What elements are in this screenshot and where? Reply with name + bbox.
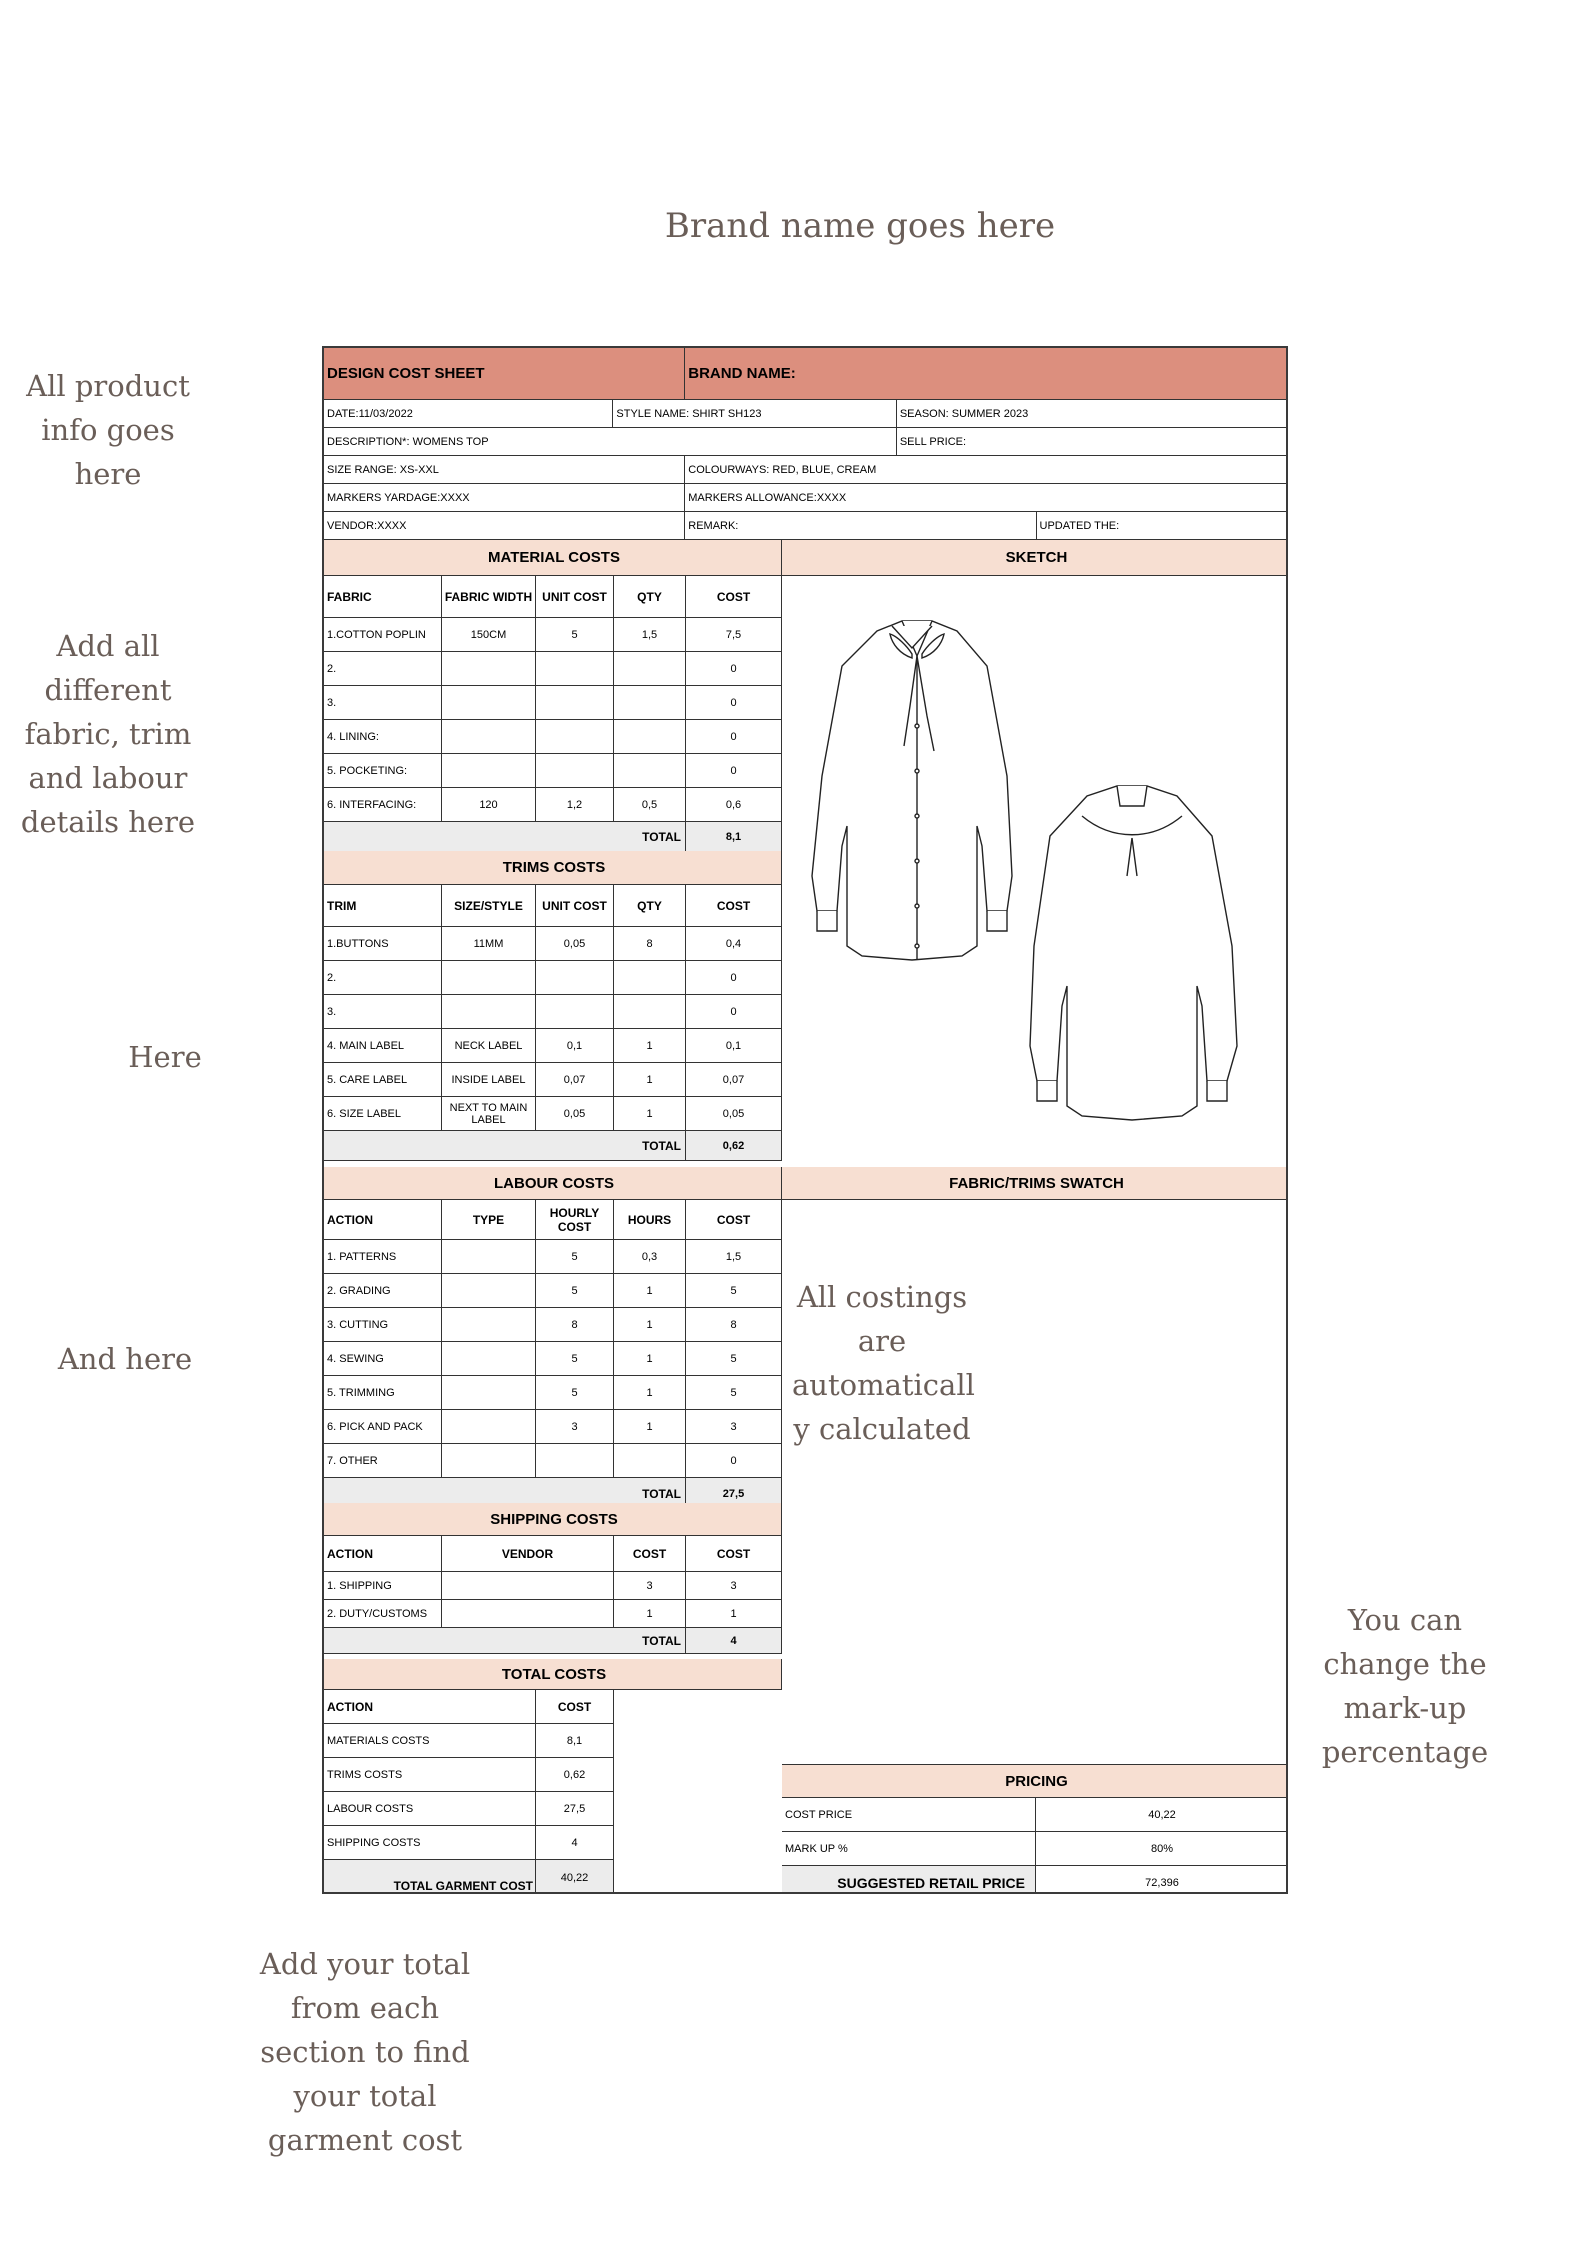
cost-sheet xyxy=(322,346,1288,1894)
trims-cell: NECK LABEL xyxy=(442,1029,536,1063)
shipping-total-row xyxy=(324,1628,782,1654)
labour-cell: 0,3 xyxy=(614,1240,686,1274)
trims-cell: 1 xyxy=(614,1063,686,1097)
brand-name-label: BRAND NAME: xyxy=(685,348,1286,400)
trims-cell: 0,07 xyxy=(686,1063,782,1097)
labour-cell: 5 xyxy=(686,1376,782,1410)
totals-cell: SHIPPING COSTS xyxy=(324,1826,536,1860)
totals-grand-row xyxy=(324,1860,782,1894)
totals-row xyxy=(324,1758,782,1792)
shipping-head-cost: COST xyxy=(614,1536,686,1572)
trims-cell: 1 xyxy=(614,1029,686,1063)
labour-cell: 5 xyxy=(686,1342,782,1376)
labour-cell: 1 xyxy=(614,1274,686,1308)
trims-cell xyxy=(442,995,536,1029)
totals-cell: 0,62 xyxy=(536,1758,614,1792)
trims-row xyxy=(324,1097,782,1131)
cost-price-value: 40,22 xyxy=(1036,1798,1288,1832)
material-head-qty: QTY xyxy=(614,576,686,618)
trims-head-trim: TRIM xyxy=(324,885,442,927)
labour-cell: 0 xyxy=(686,1444,782,1478)
sell-price-field: SELL PRICE: xyxy=(897,428,1286,456)
colourways-field: COLOURWAYS: RED, BLUE, CREAM xyxy=(685,456,1286,484)
shipping-row xyxy=(324,1572,782,1600)
note-add-details: Add all different fabric, trim and labour details here xyxy=(20,629,196,839)
labour-cell: 1,5 xyxy=(686,1240,782,1274)
description-field: DESCRIPTION*: WOMENS TOP xyxy=(324,428,897,456)
labour-row xyxy=(324,1240,782,1274)
retail-label: SUGGESTED RETAIL PRICE xyxy=(782,1866,1036,1894)
material-cell: 0,6 xyxy=(686,788,782,822)
labour-cell xyxy=(442,1308,536,1342)
material-cell xyxy=(614,720,686,754)
labour-cell: 8 xyxy=(536,1308,614,1342)
trims-cell: INSIDE LABEL xyxy=(442,1063,536,1097)
totals-row xyxy=(324,1826,782,1860)
trims-row xyxy=(324,961,782,995)
grand-total-label: TOTAL GARMENT COST xyxy=(324,1860,536,1894)
markup-label: MARK UP % xyxy=(782,1832,1036,1866)
material-cell: 1.COTTON POPLIN xyxy=(324,618,442,652)
labour-cell: 7. OTHER xyxy=(324,1444,442,1478)
totals-cell: LABOUR COSTS xyxy=(324,1792,536,1826)
trims-cell: 0,1 xyxy=(686,1029,782,1063)
date-field: DATE:11/03/2022 xyxy=(324,400,613,428)
trims-cell xyxy=(614,995,686,1029)
material-head-cost: COST xyxy=(686,576,782,618)
material-cell xyxy=(536,720,614,754)
totals-cell: 4 xyxy=(536,1826,614,1860)
trims-cell: 0,05 xyxy=(686,1097,782,1131)
material-cell: 3. xyxy=(324,686,442,720)
trims-head-size: SIZE/STYLE xyxy=(442,885,536,927)
material-cell xyxy=(614,686,686,720)
note-total: Add your total from each section to find your total garment cost xyxy=(259,1947,471,2157)
pricing-title: PRICING xyxy=(782,1764,1288,1798)
trims-cell: 0,05 xyxy=(536,1097,614,1131)
material-cell: 120 xyxy=(442,788,536,822)
labour-cell: 5. TRIMMING xyxy=(324,1376,442,1410)
shipping-total-value: 4 xyxy=(686,1628,782,1654)
sketch-area xyxy=(782,576,1288,1168)
style-name-field: STYLE NAME: SHIRT SH123 xyxy=(613,400,896,428)
material-cell: 7,5 xyxy=(686,618,782,652)
labour-cell xyxy=(442,1444,536,1478)
shipping-head-action: ACTION xyxy=(324,1536,442,1572)
labour-row xyxy=(324,1444,782,1478)
material-cell: 2. xyxy=(324,652,442,686)
trims-cell xyxy=(442,961,536,995)
material-head-fabric: FABRIC xyxy=(324,576,442,618)
material-row xyxy=(324,652,782,686)
totals-head-cost: COST xyxy=(536,1690,614,1724)
labour-cell xyxy=(536,1444,614,1478)
labour-cell: 5 xyxy=(536,1240,614,1274)
sheet-title: DESIGN COST SHEET xyxy=(324,348,685,400)
material-row xyxy=(324,754,782,788)
labour-head-hourly: HOURLY COST xyxy=(536,1200,614,1240)
material-cell: 5. POCKETING: xyxy=(324,754,442,788)
labour-row xyxy=(324,1308,782,1342)
labour-cell xyxy=(442,1410,536,1444)
totals-row xyxy=(324,1724,782,1758)
labour-row xyxy=(324,1376,782,1410)
material-cell: 0 xyxy=(686,652,782,686)
material-cell: 0 xyxy=(686,720,782,754)
note-costing: All costings are automaticall y calculated xyxy=(792,1280,975,1446)
labour-title: LABOUR COSTS xyxy=(324,1167,782,1200)
shipping-title: SHIPPING COSTS xyxy=(324,1503,782,1536)
labour-cell: 2. GRADING xyxy=(324,1274,442,1308)
material-cell: 0,5 xyxy=(614,788,686,822)
vendor-field: VENDOR:XXXX xyxy=(324,512,685,540)
labour-cell: 3 xyxy=(536,1410,614,1444)
material-cell xyxy=(614,754,686,788)
shipping-cell: 1. SHIPPING xyxy=(324,1572,442,1600)
trims-cell: 8 xyxy=(614,927,686,961)
totals-head-action: ACTION xyxy=(324,1690,536,1724)
labour-cell: 8 xyxy=(686,1308,782,1342)
brand-title: Brand name goes here xyxy=(664,206,1056,246)
material-row xyxy=(324,788,782,822)
remark-field: REMARK: xyxy=(685,512,1036,540)
labour-head-type: TYPE xyxy=(442,1200,536,1240)
material-row xyxy=(324,720,782,754)
labour-cell: 1 xyxy=(614,1376,686,1410)
labour-row xyxy=(324,1274,782,1308)
trims-cell: 6. SIZE LABEL xyxy=(324,1097,442,1131)
labour-row xyxy=(324,1342,782,1376)
shipping-cell: 3 xyxy=(686,1572,782,1600)
totals-cell: MATERIALS COSTS xyxy=(324,1724,536,1758)
totals-cell: 8,1 xyxy=(536,1724,614,1758)
material-cell xyxy=(536,652,614,686)
labour-head-hours: HOURS xyxy=(614,1200,686,1240)
labour-cell: 1 xyxy=(614,1410,686,1444)
trims-cell: 1.BUTTONS xyxy=(324,927,442,961)
material-head-width: FABRIC WIDTH xyxy=(442,576,536,618)
material-head-unit: UNIT COST xyxy=(536,576,614,618)
labour-cell: 3. CUTTING xyxy=(324,1308,442,1342)
material-row xyxy=(324,686,782,720)
labour-head-action: ACTION xyxy=(324,1200,442,1240)
labour-cell: 3 xyxy=(686,1410,782,1444)
labour-cell: 6. PICK AND PACK xyxy=(324,1410,442,1444)
swatch-area xyxy=(782,1200,1288,1764)
material-total-row xyxy=(324,822,782,852)
labour-cell: 5 xyxy=(536,1274,614,1308)
markers-allowance-field: MARKERS ALLOWANCE:XXXX xyxy=(685,484,1286,512)
trims-row xyxy=(324,995,782,1029)
trims-row xyxy=(324,1063,782,1097)
trims-head-cost: COST xyxy=(686,885,782,927)
material-cell: 150CM xyxy=(442,618,536,652)
season-field: SEASON: SUMMER 2023 xyxy=(897,400,1286,428)
material-cell: 5 xyxy=(536,618,614,652)
note-product-info: All product info goes here xyxy=(26,369,190,491)
markup-value[interactable]: 80% xyxy=(1036,1832,1288,1866)
retail-value: 72,396 xyxy=(1036,1866,1288,1894)
material-cell: 6. INTERFACING: xyxy=(324,788,442,822)
labour-cell xyxy=(442,1342,536,1376)
material-total-value: 8,1 xyxy=(686,822,782,852)
labour-cell xyxy=(442,1240,536,1274)
labour-cell: 1 xyxy=(614,1308,686,1342)
swatch-title: FABRIC/TRIMS SWATCH xyxy=(782,1167,1288,1200)
labour-total-label: TOTAL xyxy=(324,1478,686,1510)
shipping-head-cost2: COST xyxy=(686,1536,782,1572)
material-cell: 0 xyxy=(686,686,782,720)
labour-head-cost: COST xyxy=(686,1200,782,1240)
material-cell xyxy=(442,686,536,720)
material-total-label: TOTAL xyxy=(324,822,686,852)
trims-cell: 0,4 xyxy=(686,927,782,961)
trims-cell: 2. xyxy=(324,961,442,995)
material-cell: 0 xyxy=(686,754,782,788)
note-markup: You can change the mark-up percentage xyxy=(1321,1603,1489,1769)
labour-cell xyxy=(442,1274,536,1308)
note-here: Here xyxy=(128,1040,202,1074)
material-title: MATERIAL COSTS xyxy=(324,540,782,576)
labour-cell: 1 xyxy=(614,1342,686,1376)
labour-cell xyxy=(442,1376,536,1410)
trims-row xyxy=(324,1029,782,1063)
shipping-cell xyxy=(442,1600,614,1628)
labour-cell: 5 xyxy=(536,1376,614,1410)
labour-cell: 5 xyxy=(686,1274,782,1308)
trims-cell: 0,07 xyxy=(536,1063,614,1097)
trims-cell: 0,1 xyxy=(536,1029,614,1063)
trims-cell: 1 xyxy=(614,1097,686,1131)
trims-cell xyxy=(536,995,614,1029)
labour-cell: 4. SEWING xyxy=(324,1342,442,1376)
trims-cell: 3. xyxy=(324,995,442,1029)
totals-cell: TRIMS COSTS xyxy=(324,1758,536,1792)
trims-cell: 0 xyxy=(686,995,782,1029)
labour-cell: 5 xyxy=(536,1342,614,1376)
trims-cell: 0 xyxy=(686,961,782,995)
material-cell xyxy=(442,720,536,754)
trims-head-qty: QTY xyxy=(614,885,686,927)
trims-total-value: 0,62 xyxy=(686,1131,782,1161)
material-cell: 1,5 xyxy=(614,618,686,652)
markers-yardage-field: MARKERS YARDAGE:XXXX xyxy=(324,484,685,512)
trims-cell: 4. MAIN LABEL xyxy=(324,1029,442,1063)
shipping-row xyxy=(324,1600,782,1628)
trims-head-unit: UNIT COST xyxy=(536,885,614,927)
shipping-head-vendor: VENDOR xyxy=(442,1536,614,1572)
shipping-cell: 1 xyxy=(686,1600,782,1628)
trims-cell: 5. CARE LABEL xyxy=(324,1063,442,1097)
cost-price-label: COST PRICE xyxy=(782,1798,1036,1832)
trims-total-row xyxy=(324,1131,782,1161)
shipping-cell: 2. DUTY/CUSTOMS xyxy=(324,1600,442,1628)
shipping-cell xyxy=(442,1572,614,1600)
material-cell xyxy=(536,754,614,788)
material-cell xyxy=(614,652,686,686)
trims-cell xyxy=(536,961,614,995)
material-cell xyxy=(536,686,614,720)
trims-total-label: TOTAL xyxy=(324,1131,686,1161)
trims-cell: 11MM xyxy=(442,927,536,961)
trims-cell: 0,05 xyxy=(536,927,614,961)
trims-cell xyxy=(614,961,686,995)
shipping-cell: 3 xyxy=(614,1572,686,1600)
material-row xyxy=(324,618,782,652)
labour-cell xyxy=(614,1444,686,1478)
size-range-field: SIZE RANGE: XS-XXL xyxy=(324,456,685,484)
totals-row xyxy=(324,1792,782,1826)
trims-cell: NEXT TO MAIN LABEL xyxy=(442,1097,536,1131)
note-and-here: And here xyxy=(57,1342,193,1376)
labour-row xyxy=(324,1410,782,1444)
material-cell: 1,2 xyxy=(536,788,614,822)
totals-title: TOTAL COSTS xyxy=(324,1659,782,1690)
material-cell xyxy=(442,754,536,788)
labour-total-value: 27,5 xyxy=(686,1478,782,1510)
shirt-sketch-icon xyxy=(782,576,1288,1167)
trims-title: TRIMS COSTS xyxy=(324,851,782,885)
grand-total-value: 40,22 xyxy=(536,1860,614,1894)
shipping-cell: 1 xyxy=(614,1600,686,1628)
material-cell xyxy=(442,652,536,686)
labour-cell: 1. PATTERNS xyxy=(324,1240,442,1274)
sketch-title: SKETCH xyxy=(782,540,1288,576)
totals-cell: 27,5 xyxy=(536,1792,614,1826)
trims-row xyxy=(324,927,782,961)
material-cell: 4. LINING: xyxy=(324,720,442,754)
shipping-total-label: TOTAL xyxy=(324,1628,686,1654)
updated-field: UPDATED THE: xyxy=(1037,512,1286,540)
